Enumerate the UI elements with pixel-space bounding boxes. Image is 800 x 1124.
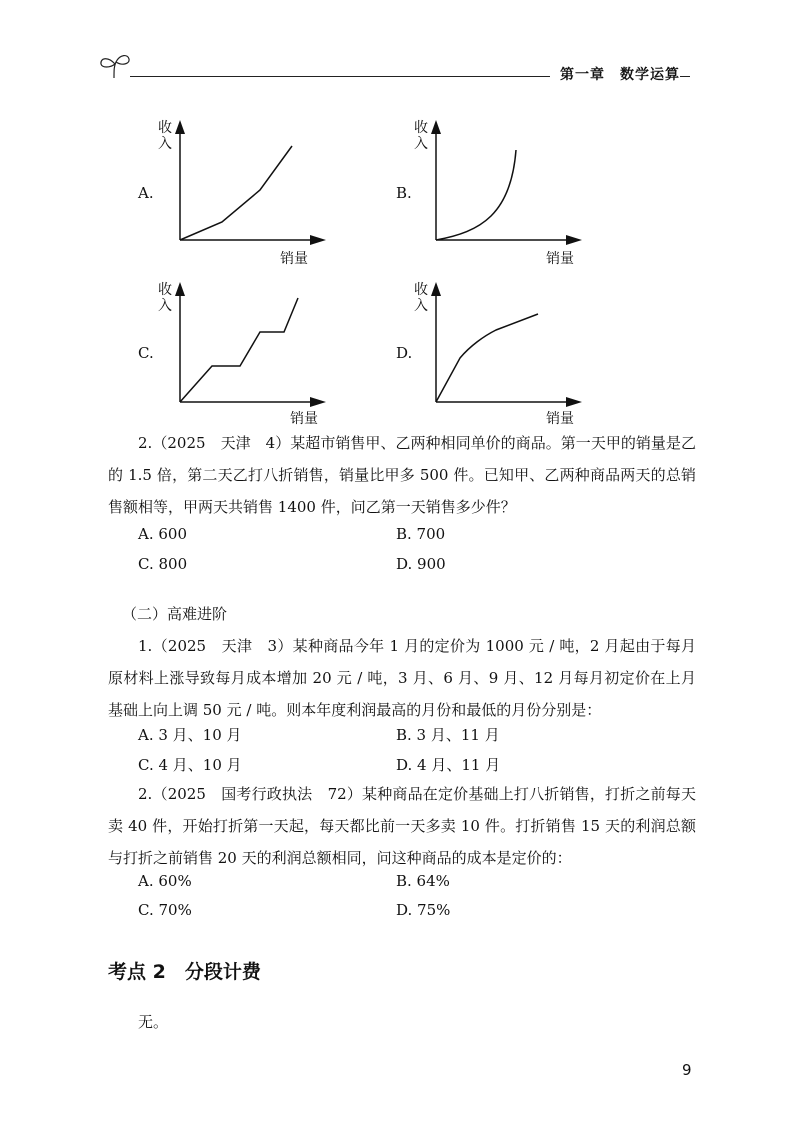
keypoint-title: 考点 2 分段计费 [108,961,261,983]
graph-b-ylabel-1: 收 [414,120,428,136]
graph-a-letter: A. [138,184,154,202]
page-number: 9 [682,1061,692,1079]
graph-a-xlabel: 销量 [280,251,308,267]
graph-b-curve [436,150,516,240]
hard-question-1-text: 1.（2025 天津 3）某种商品今年 1 月的定价为 1000 元 / 吨，2 月起由于每月原材料上涨导致每月成本增加 20 元 / 吨，3 月、6 月、9 月、12 月每月初定价在上月基础上向上调 50 元 / 吨。则本年度利润最高的月份和最低的月份分别是： [108,637,696,719]
graph-b-letter: B. [396,184,412,202]
q2-option-d: D. 900 [396,555,446,573]
graph-a [150,118,340,268]
graph-c-line [180,298,298,402]
graph-c-ylabel-2: 入 [158,298,172,314]
graph-a-ylabel-1: 收 [158,120,172,136]
q2-option-b: B. 700 [396,525,446,543]
hq2-option-a: A. 60% [138,872,192,890]
hard-question-1 [108,630,696,726]
graph-c-ylabel-1: 收 [158,282,172,298]
sprout-icon [98,52,132,82]
hard-question-2 [108,778,696,874]
graph-b-ylabel-2: 入 [414,136,428,152]
keypoint-body: 无。 [138,1013,169,1031]
graph-a-ylabel-2: 入 [158,136,172,152]
graph-a-line [180,146,292,240]
hq1-option-d: D. 4 月、11 月 [396,756,501,774]
graph-d-ylabel-1: 收 [414,282,428,298]
q2-option-c: C. 800 [138,555,188,573]
section-title: （二）高难进阶 [122,605,228,623]
hq1-option-b: B. 3 月、11 月 [396,726,500,744]
graph-c-letter: C. [138,344,154,362]
hq1-option-c: C. 4 月、10 月 [138,756,242,774]
graph-c-xlabel: 销量 [290,411,318,427]
graph-d-letter: D. [396,344,413,362]
graph-b-xlabel: 销量 [546,251,574,267]
graph-d-curve [436,314,538,402]
hq2-option-d: D. 75% [396,901,451,919]
question-2-text: 2.（2025 天津 4）某超市销售甲、乙两种相同单价的商品。第一天甲的销量是乙的 1.5 倍，第二天乙打八折销售，销量比甲多 500 件。已知甲、乙两种商品两天的总销售额相等，甲两天共销售 1400 件，问乙第一天销售多少件？ [108,434,696,516]
graph-d [406,280,596,430]
hard-question-2-text: 2.（2025 国考行政执法 72）某种商品在定价基础上打八折销售，打折之前每天卖 40 件，开始打折第一天起，每天都比前一天多卖 10 件。打折销售 15 天的利润总额与打折之前销售 20 天的利润总额相同，问这种商品的成本是定价的： [108,785,696,867]
graph-b [406,118,596,268]
hq1-option-a: A. 3 月、10 月 [138,726,242,744]
graph-d-ylabel-2: 入 [414,298,428,314]
question-2 [108,427,696,523]
graph-d-xlabel: 销量 [546,411,574,427]
graph-c [150,280,340,430]
hq2-option-c: C. 70% [138,901,192,919]
hq2-option-b: B. 64% [396,872,450,890]
q2-option-a: A. 600 [138,525,187,543]
chapter-title: 第一章 数学运算 [550,64,680,84]
